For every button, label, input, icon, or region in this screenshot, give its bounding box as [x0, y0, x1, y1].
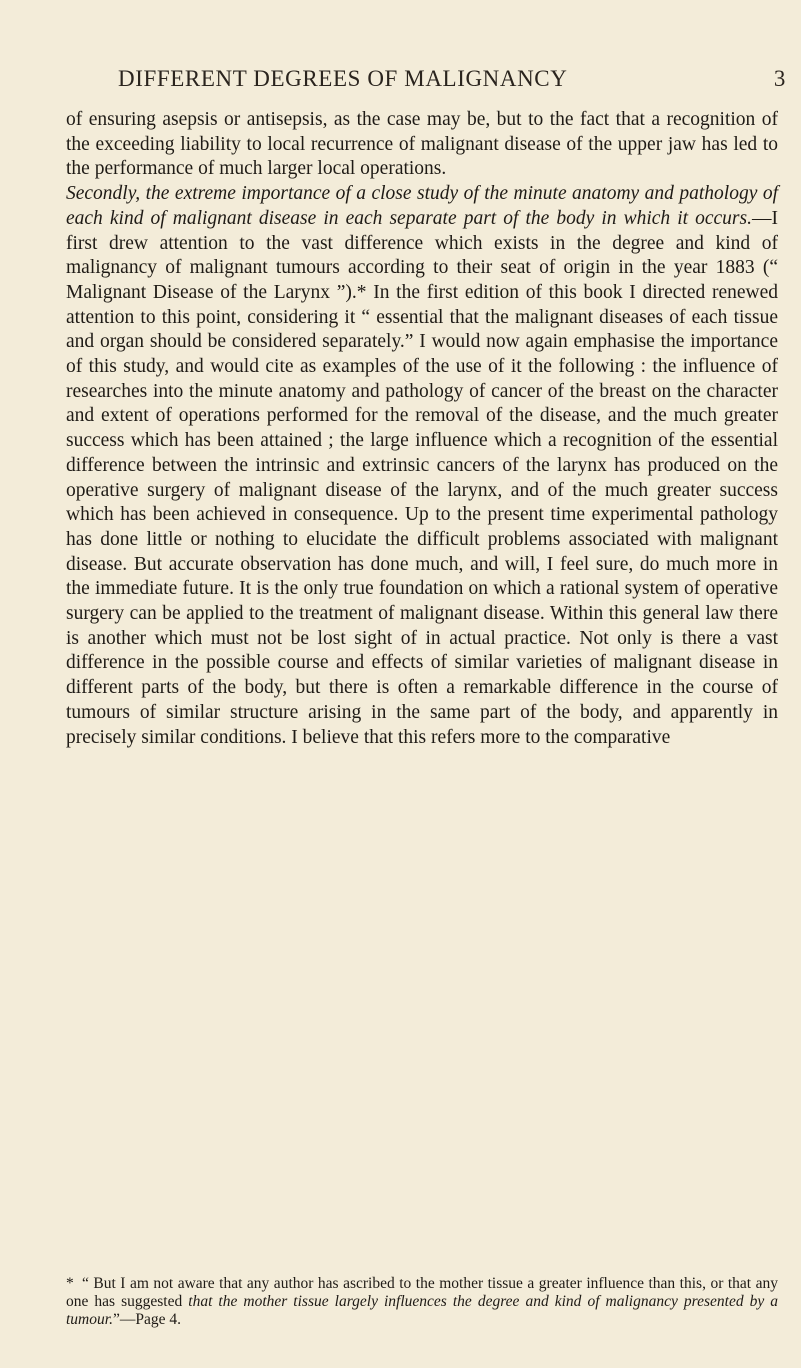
- footnote: [66, 1275, 778, 1329]
- footnote-italic-text: that the mother tissue largely influences the degree and kind of malignancy presented by a tumour.: [66, 1293, 779, 1328]
- paragraph-heading-italic: Secondly, the extreme importance of a close study of the minute anatomy and pathology of each kind of malignant disease in each separate part of the body in which it occurs.: [66, 183, 778, 229]
- paragraph-secondly: [66, 182, 778, 750]
- paragraph-body-text: —I first drew attention to the vast difference which exists in the degree and kind of malignancy of malignant tumours according to their seat of origin in the year 1883 (“ Malignant Disease of the Larynx ”).* In the first edition of this book I directed renewed attention to this point, considering it “ essential that the malignant diseases of each tissue and organ should be considered separately.” I would now again emphasise the importance of this study, and would cite as examples of the use of it the following : the influence of researches into the minute anatomy and pathology of cancer of the breast on the character and extent of operations performed for the removal of the disease, and the much greater success which has been attained ; the large influence which a recognition of the essential difference between the intrinsic and extrinsic cancers of the larynx has produced on the operative surgery of malignant disease of the larynx, and of the much greater success which has been achieved in consequence. Up to the present time experimental pathology has done little or nothing to elucidate the difficult problems associated with malignant disease. But accurate observation has done much, and will, I feel sure, do much more in the immediate future. It is the only true foundation on which a rational system of operative surgery can be applied to the treatment of malignant disease. Within this general law there is another which must not be lost sight of in actual practice. Not only is there a vast difference in the possible course and effects of similar varieties of malignant disease in different parts of the body, but there is often a remarkable difference in the course of tumours of similar structure arising in the same part of the body, and apparently in precisely similar conditions. I believe that this refers more to the comparative: [66, 207, 778, 748]
- paragraph-continuation: of ensuring asepsis or antisepsis, as the case may be, but to the fact that a recognition of the exceeding liability to local recurrence of malignant disease of the upper jaw has led to the performance of much larger local operations.: [66, 109, 778, 180]
- main-text: [66, 108, 778, 750]
- footnote-marker: *: [66, 1275, 74, 1292]
- running-header: [118, 66, 798, 96]
- footnote-text-end: ”—Page 4.: [112, 1311, 181, 1328]
- page-number: 3: [773, 66, 786, 91]
- footnote-text-start: “ But I am not aware that any author has ascribed to the mother tissue a greater influence than this, or that any one has suggested: [66, 1275, 778, 1310]
- chapter-title: DIFFERENT DEGREES OF MALIGNANCY: [118, 66, 568, 91]
